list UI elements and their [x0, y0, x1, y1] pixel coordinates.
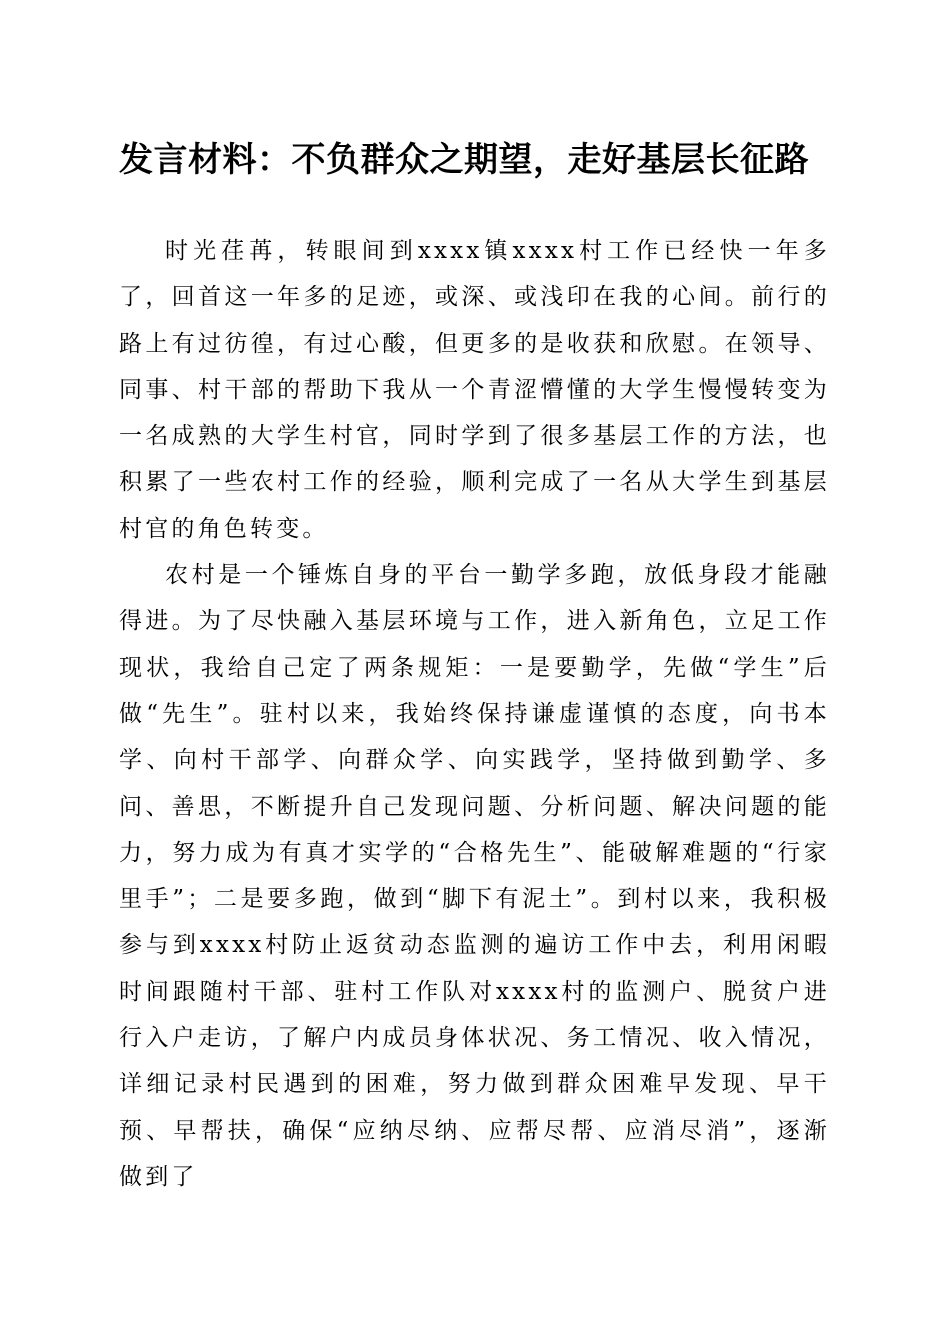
paragraph-1: 时光荏苒，转眼间到xxxx镇xxxx村工作已经快一年多了，回首这一年多的足迹，或深、或浅印在我的心间。前行的路上有过彷徨，有过心酸，但更多的是收获和欣慰。在领导、同事、村干部的帮助下我从一个青涩懵懂的大学生慢慢转变为一名成熟的大学生村官，同时学到了很多基层工作的方法，也积累了一些农村工作的经验，顺利完成了一名从大学生到基层村官的角色转变。 — [119, 238, 830, 542]
paragraph-2: 农村是一个锤炼自身的平台一勤学多跑，放低身段才能融得进。为了尽快融入基层环境与工作，进入新角色，立足工作现状，我给自己定了两条规矩：一是要勤学，先做“学生”后做“先生”。驻村以来，我始终保持谦虚谨慎的态度，向书本学、向村干部学、向群众学、向实践学，坚持做到勤学、多问、善思，不断提升自己发现问题、分析问题、解决问题的能力，努力成为有真才实学的“合格先生”、能破解难题的“行家里手”；二是要多跑，做到“脚下有泥土”。到村以来，我积极参与到xxxx村防止返贫动态监测的遍访工作中去，利用闲暇时间跟随村干部、驻村工作队对xxxx村的监测户、脱贫户进行入户走访，了解户内成员身体状况、务工情况、收入情况，详细记录村民遇到的困难，努力做到群众困难早发现、早干预、早帮扶，确保“应纳尽纳、应帮尽帮、应消尽消”，逐渐做到了 — [119, 562, 830, 1190]
document-body — [119, 228, 830, 1200]
document-title: 发言材料：不负群众之期望，走好基层长征路 — [119, 140, 809, 180]
